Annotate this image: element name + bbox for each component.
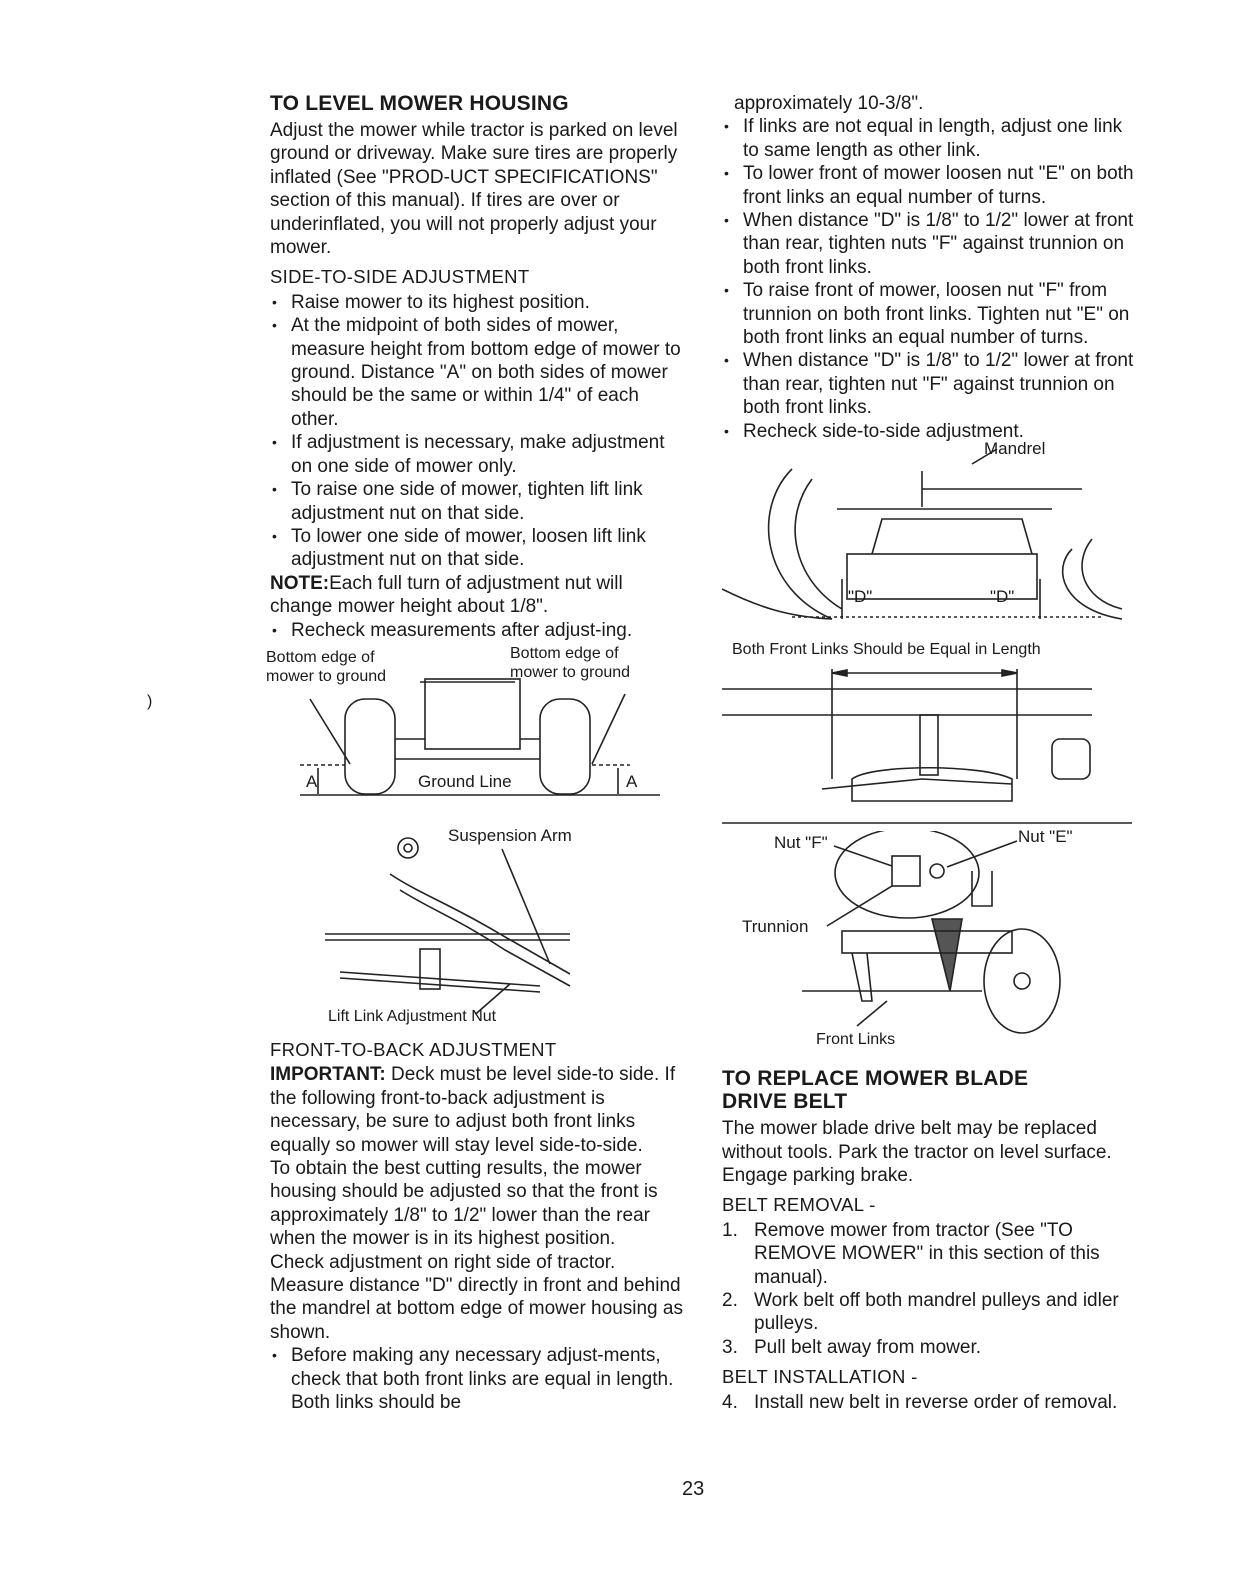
list-item: • When distance "D" is 1/8" to 1/2" lower at front than rear, tighten nut "F" against trunnion on both front links. (722, 349, 1142, 419)
important-paragraph (270, 1063, 690, 1157)
label-bottom-edge-right: Bottom edge of mower to ground (510, 644, 631, 681)
intro-paragraph: Adjust the mower while tractor is parked on level ground or driveway. Make sure tires are properly inflated (See "PROD-UCT SPECIFICATIONS" section of this manual). If tires are over or underinflated, you will not properly adjust your mower. (270, 120, 678, 259)
note-label: NOTE: (270, 572, 330, 594)
label-d-left: "D" (848, 587, 873, 607)
list-item: • Raise mower to its highest position. (270, 291, 690, 314)
label-nut-e: Nut "E" (1018, 827, 1073, 847)
caption-equal-links: Both Front Links Should be Equal in Length (732, 641, 1041, 659)
check-paragraph: Check adjustment on right side of tractor. Measure distance "D" directly in front and behind the mandrel at bottom edge of mower housing as shown. (270, 1251, 683, 1343)
figure-suspension-arm (270, 824, 690, 1034)
list-item: 1. Remove mower from tractor (See "TO REMOVE MOWER" in this section of this manual). (722, 1219, 1100, 1288)
belt-installation-heading: BELT INSTALLATION - (722, 1366, 918, 1388)
list-item: 4. Install new belt in reverse order of removal. (722, 1391, 1118, 1413)
right-column (722, 92, 1142, 1414)
label-suspension-arm: Suspension Arm (448, 825, 572, 845)
right-bullet-list (722, 115, 1142, 443)
front-to-back-list (270, 1344, 690, 1414)
belt-title-line2: DRIVE BELT (722, 1090, 848, 1114)
list-item: • To lower front of mower loosen nut "E" on both front links an equal number of turns. (722, 162, 1142, 209)
list-item: • To raise front of mower, loosen nut "F" from trunnion on both front links. Tighten nut "E" on both front links an equal number of turns. (722, 279, 1142, 349)
suspension-arm-drawing (270, 824, 690, 1014)
label-a-left: A (306, 771, 318, 791)
label-trunnion: Trunnion (742, 917, 809, 937)
label-d-right: "D" (990, 587, 1015, 607)
label-a-right: A (626, 771, 638, 791)
list-item: • If links are not equal in length, adjust one link to same length as other link. (722, 115, 1142, 162)
list-item: • Before making any necessary adjust-ments, check that both front links are equal in length. Both links should be (270, 1344, 690, 1414)
list-item: • To raise one side of mower, tighten lift link adjustment nut on that side. (270, 478, 690, 525)
belt-installation-list (722, 1391, 1142, 1414)
caption-lift-link: Lift Link Adjustment Nut (328, 1007, 497, 1025)
important-label: IMPORTANT: (270, 1064, 386, 1086)
label-nut-f: Nut "F" (774, 833, 828, 853)
note-paragraph (270, 572, 690, 619)
list-item: 2. Work belt off both mandrel pulleys and idler pulleys. (722, 1289, 1119, 1335)
page-number: 23 (682, 1478, 705, 1500)
front-to-back-heading: FRONT-TO-BACK ADJUSTMENT (270, 1038, 557, 1060)
figure-ground-line (266, 644, 690, 804)
label-mandrel: Mandrel (984, 439, 1046, 459)
left-column (266, 92, 690, 1414)
list-item: • At the midpoint of both sides of mower, measure height from bottom edge of mower to ground. Distance "A" on both sides of mower should be the same or within 1/4" of each other. (270, 314, 690, 431)
figure-equal-links (722, 641, 1142, 831)
cutting-paragraph: To obtain the best cutting results, the mower housing should be adjusted so that the front is approximately 1/8" to 1/2" lower than the rear when the mower is in its highest position. (270, 1157, 658, 1250)
mandrel-drawing (722, 449, 1132, 631)
list-item: • When distance "D" is 1/8" to 1/2" lower at front than rear, tighten nuts "F" against trunnion on both front links. (722, 209, 1142, 279)
belt-title-line1: TO REPLACE MOWER BLADE (722, 1067, 1029, 1091)
important-text: Deck must be level side-to side. If the following front-to-back adjustment is necessary, be sure to adjust both front links equally so mower will stay level side-to-side. (270, 1064, 676, 1156)
list-item: • Recheck measurements after adjust-ing. (270, 619, 690, 642)
figure-mandrel (722, 439, 1142, 631)
side-to-side-list (270, 291, 690, 572)
equal-links-drawing (722, 669, 1132, 829)
recheck-list (270, 619, 690, 642)
margin-mark: ) (147, 693, 153, 710)
belt-intro-paragraph: The mower blade drive belt may be replaced without tools. Park the tractor on level surface. Engage parking brake. (722, 1118, 1112, 1186)
figure-front-links (722, 827, 1142, 1061)
label-ground-line: Ground Line (418, 771, 512, 791)
side-to-side-heading: SIDE-TO-SIDE ADJUSTMENT (270, 266, 530, 288)
continued-text: approximately 10-3/8". (734, 93, 924, 114)
belt-removal-list (722, 1219, 1142, 1359)
list-item: • Recheck side-to-side adjustment. (722, 420, 1142, 443)
list-item: 3. Pull belt away from mower. (722, 1336, 982, 1358)
section-title-replace-belt (722, 1067, 1142, 1113)
list-item: • If adjustment is necessary, make adjustment on one side of mower only. (270, 431, 690, 478)
note-text: Each full turn of adjustment nut will change mower height about 1/8". (270, 572, 623, 618)
label-bottom-edge-left: Bottom edge of mower to ground (266, 648, 387, 685)
caption-front-links: Front Links (816, 1031, 896, 1049)
belt-removal-heading: BELT REMOVAL - (722, 1194, 876, 1216)
list-item: • To lower one side of mower, loosen lift link adjustment nut on that side. (270, 525, 690, 572)
section-title-level-mower: TO LEVEL MOWER HOUSING (270, 92, 569, 115)
